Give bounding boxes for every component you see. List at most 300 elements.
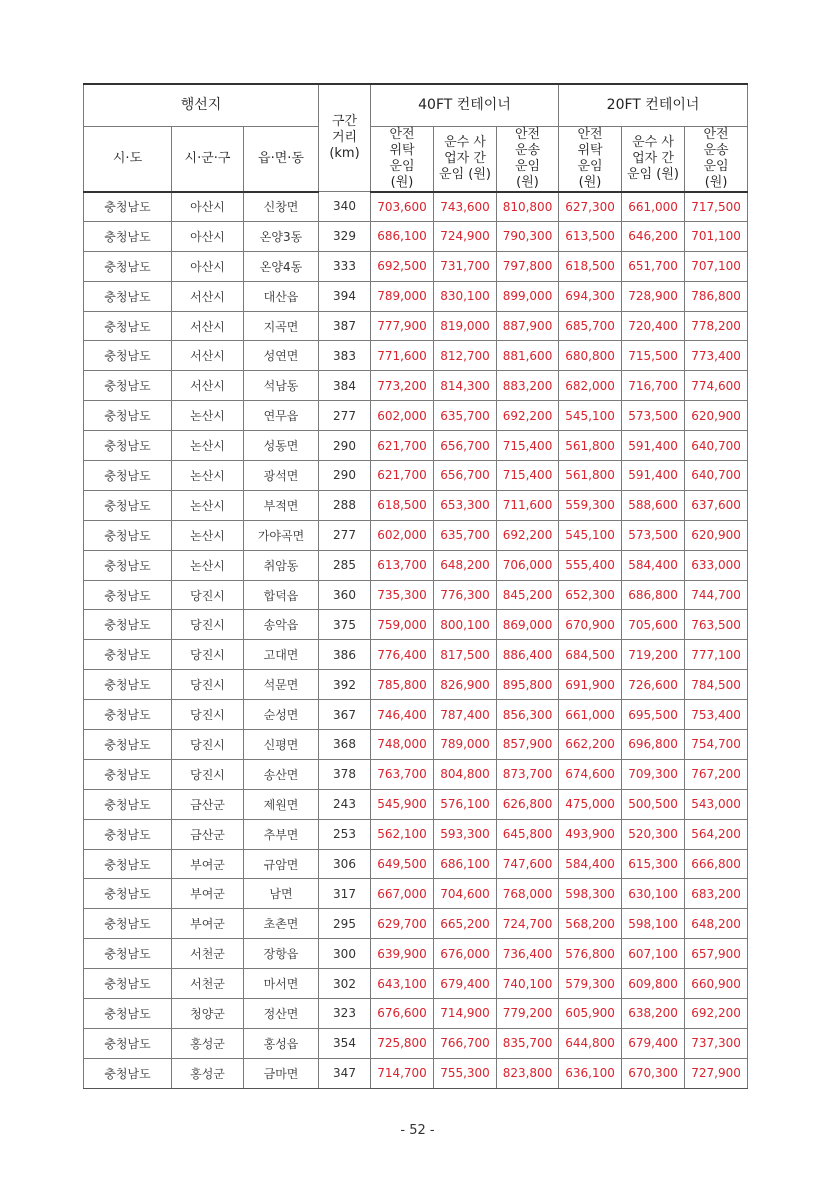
cell-ft20-transport: 701,100 [685, 221, 748, 251]
table-body [84, 192, 748, 1089]
cell-ft40-consign: 649,500 [371, 849, 434, 879]
cell-sigungu: 부여군 [172, 849, 244, 879]
cell-eupmyeondong: 마서면 [244, 969, 319, 999]
cell-ft20-carrier: 695,500 [622, 700, 685, 730]
cell-ft20-carrier: 715,500 [622, 341, 685, 371]
cell-ft20-carrier: 646,200 [622, 221, 685, 251]
cell-ft20-transport: 666,800 [685, 849, 748, 879]
page-number: - 52 - [400, 1123, 435, 1138]
cell-ft20-transport: 786,800 [685, 281, 748, 311]
cell-ft40-transport: 740,100 [497, 969, 559, 999]
table-row [84, 730, 748, 760]
cell-ft40-transport: 715,400 [497, 431, 559, 461]
cell-ft20-consign: 493,900 [559, 819, 622, 849]
cell-distance: 253 [319, 819, 371, 849]
cell-ft20-transport: 543,000 [685, 789, 748, 819]
cell-ft20-consign: 682,000 [559, 371, 622, 401]
table-row [84, 759, 748, 789]
header-40ft-consign-label: 안전 위탁 운임 (원) [389, 126, 415, 190]
cell-ft20-consign: 545,100 [559, 520, 622, 550]
cell-distance: 329 [319, 221, 371, 251]
cell-ft40-carrier: 593,300 [434, 819, 497, 849]
cell-ft20-consign: 561,800 [559, 461, 622, 491]
cell-ft40-consign: 725,800 [371, 1028, 434, 1058]
cell-distance: 285 [319, 550, 371, 580]
cell-ft40-carrier: 686,100 [434, 849, 497, 879]
cell-sigungu: 당진시 [172, 759, 244, 789]
cell-ft20-consign: 674,600 [559, 759, 622, 789]
cell-eupmyeondong: 성동면 [244, 431, 319, 461]
table-row [84, 461, 748, 491]
cell-sigungu: 논산시 [172, 431, 244, 461]
cell-eupmyeondong: 연무읍 [244, 401, 319, 431]
cell-ft40-carrier: 789,000 [434, 730, 497, 760]
cell-sigungu: 서산시 [172, 371, 244, 401]
cell-eupmyeondong: 석문면 [244, 670, 319, 700]
cell-ft40-carrier: 731,700 [434, 251, 497, 281]
cell-eupmyeondong: 규암면 [244, 849, 319, 879]
cell-ft40-consign: 759,000 [371, 610, 434, 640]
cell-ft40-carrier: 648,200 [434, 550, 497, 580]
cell-ft20-transport: 753,400 [685, 700, 748, 730]
cell-sido: 충청남도 [84, 490, 172, 520]
cell-ft40-consign: 602,000 [371, 401, 434, 431]
cell-ft20-transport: 737,300 [685, 1028, 748, 1058]
cell-distance: 295 [319, 909, 371, 939]
cell-ft40-carrier: 826,900 [434, 670, 497, 700]
cell-ft20-carrier: 591,400 [622, 431, 685, 461]
cell-ft20-transport: 774,600 [685, 371, 748, 401]
table-row [84, 939, 748, 969]
header-region: 행선지 [84, 84, 319, 126]
cell-ft20-consign: 598,300 [559, 879, 622, 909]
cell-distance: 302 [319, 969, 371, 999]
cell-ft40-carrier: 804,800 [434, 759, 497, 789]
cell-distance: 323 [319, 999, 371, 1029]
header-20ft-carrier-label: 운수 사업자 간 운임 (원) [627, 134, 679, 182]
cell-sigungu: 당진시 [172, 640, 244, 670]
cell-ft20-transport: 692,200 [685, 999, 748, 1029]
cell-distance: 367 [319, 700, 371, 730]
cell-ft20-carrier: 696,800 [622, 730, 685, 760]
cell-ft40-transport: 883,200 [497, 371, 559, 401]
cell-ft20-carrier: 679,400 [622, 1028, 685, 1058]
table-header [84, 84, 748, 192]
cell-ft20-carrier: 591,400 [622, 461, 685, 491]
table-row [84, 192, 748, 222]
cell-sido: 충청남도 [84, 192, 172, 222]
cell-ft20-carrier: 573,500 [622, 520, 685, 550]
cell-ft20-transport: 648,200 [685, 909, 748, 939]
cell-eupmyeondong: 순성면 [244, 700, 319, 730]
cell-sido: 충청남도 [84, 999, 172, 1029]
table-row [84, 431, 748, 461]
cell-ft20-carrier: 716,700 [622, 371, 685, 401]
cell-sigungu: 당진시 [172, 580, 244, 610]
cell-ft20-carrier: 705,600 [622, 610, 685, 640]
cell-ft40-carrier: 800,100 [434, 610, 497, 640]
cell-sido: 충청남도 [84, 371, 172, 401]
table-row [84, 371, 748, 401]
cell-ft40-carrier: 814,300 [434, 371, 497, 401]
table-row [84, 550, 748, 580]
cell-ft40-carrier: 743,600 [434, 192, 497, 222]
cell-ft40-consign: 686,100 [371, 221, 434, 251]
cell-ft40-consign: 667,000 [371, 879, 434, 909]
cell-sigungu: 아산시 [172, 192, 244, 222]
table-row [84, 281, 748, 311]
cell-ft40-carrier: 714,900 [434, 999, 497, 1029]
cell-distance: 243 [319, 789, 371, 819]
table-row [84, 341, 748, 371]
cell-ft40-consign: 621,700 [371, 431, 434, 461]
cell-ft40-carrier: 755,300 [434, 1058, 497, 1088]
header-40ft-transport-label: 안전 운송 운임 (원) [514, 126, 541, 190]
cell-ft40-consign: 763,700 [371, 759, 434, 789]
table-row [84, 610, 748, 640]
cell-distance: 306 [319, 849, 371, 879]
cell-ft40-consign: 618,500 [371, 490, 434, 520]
cell-ft20-carrier: 609,800 [622, 969, 685, 999]
cell-sigungu: 아산시 [172, 221, 244, 251]
cell-ft40-consign: 613,700 [371, 550, 434, 580]
cell-ft40-consign: 703,600 [371, 192, 434, 222]
cell-ft20-carrier: 573,500 [622, 401, 685, 431]
cell-ft40-consign: 789,000 [371, 281, 434, 311]
cell-eupmyeondong: 취암동 [244, 550, 319, 580]
cell-distance: 375 [319, 610, 371, 640]
cell-ft40-transport: 797,800 [497, 251, 559, 281]
cell-distance: 392 [319, 670, 371, 700]
cell-eupmyeondong: 부적면 [244, 490, 319, 520]
cell-ft40-carrier: 787,400 [434, 700, 497, 730]
cell-ft20-consign: 559,300 [559, 490, 622, 520]
cell-distance: 360 [319, 580, 371, 610]
cell-ft20-carrier: 630,100 [622, 879, 685, 909]
cell-distance: 288 [319, 490, 371, 520]
cell-ft20-consign: 661,000 [559, 700, 622, 730]
cell-ft40-transport: 810,800 [497, 192, 559, 222]
cell-ft20-carrier: 670,300 [622, 1058, 685, 1088]
table-row [84, 580, 748, 610]
cell-ft40-transport: 857,900 [497, 730, 559, 760]
cell-ft40-transport: 711,600 [497, 490, 559, 520]
cell-ft40-transport: 645,800 [497, 819, 559, 849]
table-row [84, 640, 748, 670]
table-row [84, 311, 748, 341]
cell-sido: 충청남도 [84, 700, 172, 730]
table-row [84, 251, 748, 281]
cell-distance: 277 [319, 520, 371, 550]
cell-eupmyeondong: 장항읍 [244, 939, 319, 969]
cell-distance: 317 [319, 879, 371, 909]
cell-ft40-consign: 629,700 [371, 909, 434, 939]
cell-ft20-consign: 584,400 [559, 849, 622, 879]
cell-sido: 충청남도 [84, 879, 172, 909]
cell-sigungu: 논산시 [172, 520, 244, 550]
cell-eupmyeondong: 홍성읍 [244, 1028, 319, 1058]
cell-sido: 충청남도 [84, 341, 172, 371]
header-40ft-consign [371, 126, 434, 192]
cell-ft40-transport: 779,200 [497, 999, 559, 1029]
cell-distance: 386 [319, 640, 371, 670]
cell-ft40-carrier: 576,100 [434, 789, 497, 819]
table-row [84, 490, 748, 520]
cell-eupmyeondong: 가야곡면 [244, 520, 319, 550]
cell-eupmyeondong: 남면 [244, 879, 319, 909]
cell-distance: 383 [319, 341, 371, 371]
cell-ft20-transport: 640,700 [685, 431, 748, 461]
cell-sido: 충청남도 [84, 610, 172, 640]
header-sigungu: 시·군·구 [172, 126, 244, 192]
header-20ft-carrier [622, 126, 685, 192]
table-row [84, 670, 748, 700]
header-40ft-carrier-label: 운수 사업자 간 운임 (원) [439, 134, 491, 182]
cell-ft20-consign: 694,300 [559, 281, 622, 311]
cell-ft20-consign: 618,500 [559, 251, 622, 281]
cell-ft40-carrier: 656,700 [434, 431, 497, 461]
cell-ft40-consign: 676,600 [371, 999, 434, 1029]
cell-sigungu: 서천군 [172, 969, 244, 999]
cell-ft40-carrier: 665,200 [434, 909, 497, 939]
header-20ft-transport [685, 126, 748, 192]
cell-sido: 충청남도 [84, 819, 172, 849]
cell-distance: 368 [319, 730, 371, 760]
cell-eupmyeondong: 정산면 [244, 999, 319, 1029]
header-20ft-consign-label: 안전 위탁 운임 (원) [577, 126, 603, 190]
header-20ft-consign [559, 126, 622, 192]
cell-eupmyeondong: 초촌면 [244, 909, 319, 939]
cell-ft20-carrier: 588,600 [622, 490, 685, 520]
cell-eupmyeondong: 대산읍 [244, 281, 319, 311]
header-eupmyeondong: 읍·면·동 [244, 126, 319, 192]
cell-distance: 300 [319, 939, 371, 969]
cell-ft40-consign: 692,500 [371, 251, 434, 281]
cell-sido: 충청남도 [84, 1058, 172, 1088]
cell-ft20-transport: 640,700 [685, 461, 748, 491]
cell-ft20-carrier: 638,200 [622, 999, 685, 1029]
cell-ft20-consign: 545,100 [559, 401, 622, 431]
header-40ft: 40FT 컨테이너 [371, 84, 559, 126]
cell-ft40-transport: 881,600 [497, 341, 559, 371]
cell-sido: 충청남도 [84, 909, 172, 939]
cell-ft20-consign: 579,300 [559, 969, 622, 999]
cell-sido: 충청남도 [84, 789, 172, 819]
cell-sigungu: 논산시 [172, 550, 244, 580]
cell-ft20-carrier: 520,300 [622, 819, 685, 849]
cell-ft20-transport: 763,500 [685, 610, 748, 640]
cell-ft40-transport: 899,000 [497, 281, 559, 311]
freight-rate-table [83, 83, 748, 1089]
header-sido: 시·도 [84, 126, 172, 192]
cell-distance: 277 [319, 401, 371, 431]
cell-sigungu: 당진시 [172, 700, 244, 730]
cell-ft20-transport: 660,900 [685, 969, 748, 999]
cell-distance: 354 [319, 1028, 371, 1058]
cell-distance: 347 [319, 1058, 371, 1088]
cell-eupmyeondong: 송산면 [244, 759, 319, 789]
cell-sigungu: 논산시 [172, 461, 244, 491]
cell-eupmyeondong: 석남동 [244, 371, 319, 401]
cell-ft40-carrier: 656,700 [434, 461, 497, 491]
cell-eupmyeondong: 온양4동 [244, 251, 319, 281]
cell-ft40-carrier: 819,000 [434, 311, 497, 341]
cell-distance: 384 [319, 371, 371, 401]
cell-ft40-transport: 790,300 [497, 221, 559, 251]
cell-ft40-consign: 621,700 [371, 461, 434, 491]
cell-ft20-consign: 691,900 [559, 670, 622, 700]
cell-sido: 충청남도 [84, 759, 172, 789]
cell-sigungu: 논산시 [172, 490, 244, 520]
cell-ft20-consign: 605,900 [559, 999, 622, 1029]
cell-ft40-transport: 692,200 [497, 401, 559, 431]
cell-ft40-consign: 602,000 [371, 520, 434, 550]
cell-ft40-consign: 748,000 [371, 730, 434, 760]
header-20ft: 20FT 컨테이너 [559, 84, 748, 126]
cell-ft40-carrier: 766,700 [434, 1028, 497, 1058]
cell-eupmyeondong: 지곡면 [244, 311, 319, 341]
cell-sigungu: 청양군 [172, 999, 244, 1029]
cell-ft20-transport: 620,900 [685, 401, 748, 431]
cell-sigungu: 서산시 [172, 341, 244, 371]
cell-sido: 충청남도 [84, 939, 172, 969]
cell-sido: 충청남도 [84, 640, 172, 670]
cell-ft20-consign: 561,800 [559, 431, 622, 461]
cell-sido: 충청남도 [84, 221, 172, 251]
cell-ft20-carrier: 726,600 [622, 670, 685, 700]
cell-ft20-consign: 475,000 [559, 789, 622, 819]
cell-ft40-transport: 873,700 [497, 759, 559, 789]
cell-ft20-consign: 662,200 [559, 730, 622, 760]
cell-sigungu: 서산시 [172, 311, 244, 341]
cell-ft40-transport: 736,400 [497, 939, 559, 969]
cell-ft20-consign: 684,500 [559, 640, 622, 670]
cell-ft40-transport: 823,800 [497, 1058, 559, 1088]
table-row [84, 221, 748, 251]
cell-distance: 333 [319, 251, 371, 281]
header-distance [319, 84, 371, 192]
cell-ft20-carrier: 607,100 [622, 939, 685, 969]
header-20ft-transport-label: 안전 운송 운임 (원) [703, 126, 729, 190]
cell-sido: 충청남도 [84, 670, 172, 700]
cell-eupmyeondong: 추부면 [244, 819, 319, 849]
cell-ft40-transport: 724,700 [497, 909, 559, 939]
cell-ft40-transport: 895,800 [497, 670, 559, 700]
cell-ft40-transport: 768,000 [497, 879, 559, 909]
cell-ft20-transport: 777,100 [685, 640, 748, 670]
cell-ft20-transport: 727,900 [685, 1058, 748, 1088]
cell-eupmyeondong: 신평면 [244, 730, 319, 760]
cell-eupmyeondong: 제원면 [244, 789, 319, 819]
cell-ft20-transport: 633,000 [685, 550, 748, 580]
table-row [84, 789, 748, 819]
cell-ft40-consign: 746,400 [371, 700, 434, 730]
table-row [84, 879, 748, 909]
cell-ft40-consign: 545,900 [371, 789, 434, 819]
cell-ft20-transport: 773,400 [685, 341, 748, 371]
cell-ft40-carrier: 724,900 [434, 221, 497, 251]
cell-eupmyeondong: 합덕읍 [244, 580, 319, 610]
cell-ft40-carrier: 653,300 [434, 490, 497, 520]
cell-ft40-transport: 626,800 [497, 789, 559, 819]
cell-ft40-consign: 776,400 [371, 640, 434, 670]
table-row [84, 909, 748, 939]
cell-ft40-carrier: 817,500 [434, 640, 497, 670]
cell-sigungu: 당진시 [172, 610, 244, 640]
cell-ft40-transport: 715,400 [497, 461, 559, 491]
cell-ft40-consign: 785,800 [371, 670, 434, 700]
table-row [84, 1058, 748, 1088]
cell-sigungu: 아산시 [172, 251, 244, 281]
header-40ft-carrier [434, 126, 497, 192]
cell-sido: 충청남도 [84, 311, 172, 341]
cell-ft20-consign: 627,300 [559, 192, 622, 222]
cell-ft20-carrier: 615,300 [622, 849, 685, 879]
header-distance-label: 구간 거리 (km) [329, 114, 360, 161]
cell-distance: 378 [319, 759, 371, 789]
cell-ft20-transport: 744,700 [685, 580, 748, 610]
table-row [84, 1028, 748, 1058]
cell-sido: 충청남도 [84, 251, 172, 281]
cell-eupmyeondong: 온양3동 [244, 221, 319, 251]
cell-ft40-transport: 835,700 [497, 1028, 559, 1058]
cell-sido: 충청남도 [84, 431, 172, 461]
cell-ft40-consign: 714,700 [371, 1058, 434, 1088]
cell-ft20-carrier: 500,500 [622, 789, 685, 819]
cell-ft20-carrier: 686,800 [622, 580, 685, 610]
cell-ft20-carrier: 651,700 [622, 251, 685, 281]
cell-ft20-transport: 778,200 [685, 311, 748, 341]
cell-sigungu: 금산군 [172, 819, 244, 849]
cell-ft40-consign: 562,100 [371, 819, 434, 849]
table-row [84, 401, 748, 431]
cell-distance: 290 [319, 431, 371, 461]
cell-ft40-transport: 747,600 [497, 849, 559, 879]
cell-ft40-consign: 773,200 [371, 371, 434, 401]
cell-sigungu: 부여군 [172, 879, 244, 909]
cell-eupmyeondong: 신창면 [244, 192, 319, 222]
cell-ft40-consign: 639,900 [371, 939, 434, 969]
cell-distance: 387 [319, 311, 371, 341]
cell-ft20-carrier: 661,000 [622, 192, 685, 222]
cell-ft20-transport: 657,900 [685, 939, 748, 969]
cell-ft20-transport: 620,900 [685, 520, 748, 550]
cell-sido: 충청남도 [84, 969, 172, 999]
cell-ft20-consign: 680,800 [559, 341, 622, 371]
cell-sido: 충청남도 [84, 550, 172, 580]
cell-ft40-transport: 886,400 [497, 640, 559, 670]
cell-ft40-carrier: 679,400 [434, 969, 497, 999]
cell-eupmyeondong: 광석면 [244, 461, 319, 491]
cell-ft20-consign: 636,100 [559, 1058, 622, 1088]
cell-sigungu: 홍성군 [172, 1028, 244, 1058]
cell-ft20-consign: 644,800 [559, 1028, 622, 1058]
cell-ft40-carrier: 776,300 [434, 580, 497, 610]
cell-sigungu: 당진시 [172, 730, 244, 760]
cell-ft20-transport: 717,500 [685, 192, 748, 222]
cell-ft40-transport: 845,200 [497, 580, 559, 610]
cell-ft20-carrier: 584,400 [622, 550, 685, 580]
table-row [84, 999, 748, 1029]
cell-eupmyeondong: 고대면 [244, 640, 319, 670]
cell-sido: 충청남도 [84, 580, 172, 610]
cell-sido: 충청남도 [84, 730, 172, 760]
cell-ft40-transport: 887,900 [497, 311, 559, 341]
cell-ft20-transport: 754,700 [685, 730, 748, 760]
table-row [84, 700, 748, 730]
cell-sigungu: 금산군 [172, 789, 244, 819]
table-row [84, 520, 748, 550]
